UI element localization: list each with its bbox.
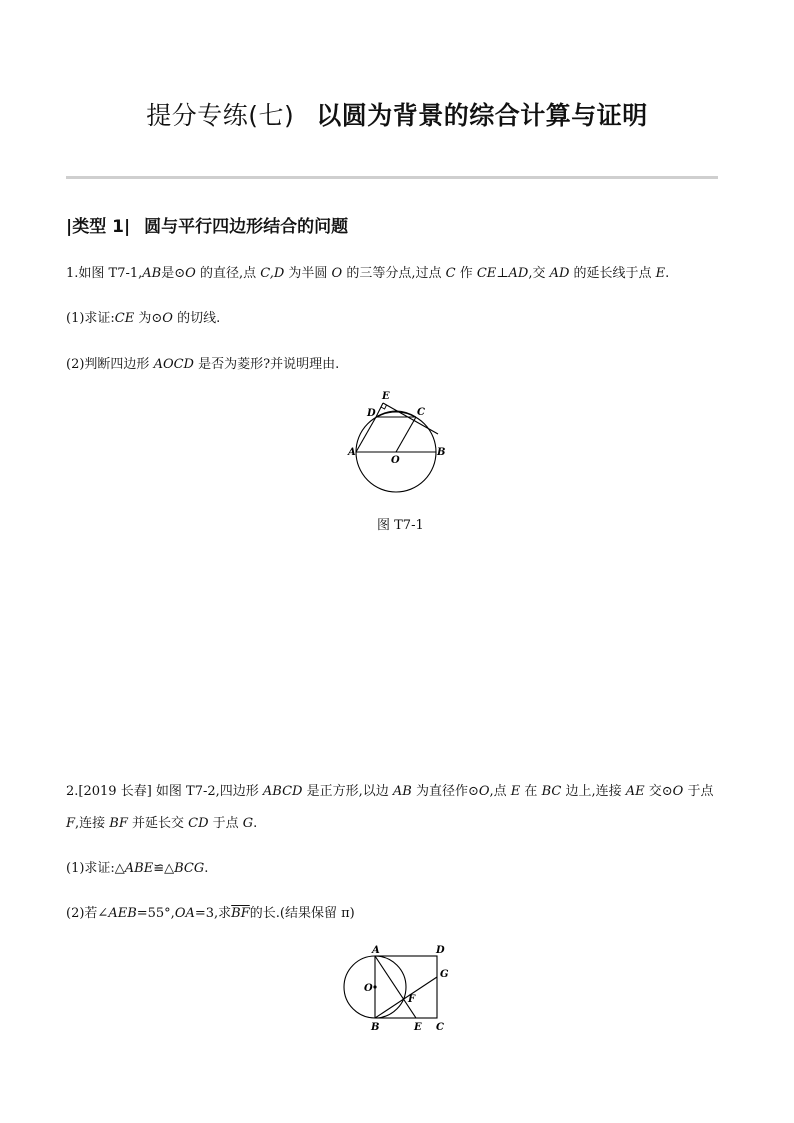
label-a: A — [372, 945, 380, 956]
label-f: F — [408, 994, 416, 1005]
figure-caption-t7-1: 图 T7-1 — [377, 518, 424, 533]
title-main: 以圆为背景的综合计算与证明 — [316, 101, 648, 130]
segment-ae — [375, 956, 416, 1018]
title-divider — [66, 176, 718, 179]
label-o: O — [391, 455, 400, 466]
label-d: D — [436, 945, 445, 956]
arc-bf-notation: $\overline{BF}$ — [231, 906, 250, 921]
problem1-stem: 1.如图 T7-1,AB是⊙O 的直径,点 C,D 为半圆 O 的三等分点,过点 C 作 CE⊥AD,交 AD 的延长线于点 E. — [66, 266, 670, 281]
problem2-question2: (2)若∠AEB=55°,OA=3,求$\overline{BF}$的长.(结果保留 π) — [66, 906, 355, 921]
problem2-stem-line2: F,连接 BF 并延长交 CD 于点 G. — [66, 816, 258, 831]
label-e: E — [414, 1022, 422, 1033]
segment-oc — [396, 417, 416, 452]
page-title — [0, 96, 794, 132]
label-o: O — [364, 983, 373, 994]
problem1-question1: (1)求证:CE 为⊙O 的切线. — [66, 311, 221, 326]
label-d: D — [367, 408, 376, 419]
section-label: |类型 1| — [66, 217, 131, 237]
problem1-question2: (2)判断四边形 AOCD 是否为菱形?并说明理由. — [66, 357, 340, 372]
figure-t7-2 — [335, 942, 465, 1037]
center-dot-o — [373, 985, 376, 988]
label-b: B — [371, 1022, 380, 1033]
section-text: 圆与平行四边形结合的问题 — [144, 217, 349, 237]
figure-t7-1 — [340, 385, 460, 495]
label-a: A — [348, 447, 356, 458]
label-g: G — [440, 969, 449, 980]
section-heading — [66, 212, 348, 237]
label-e: E — [382, 391, 390, 402]
label-c: C — [417, 407, 425, 418]
tangent-ce — [383, 403, 438, 434]
title-prefix: 提分专练(七) — [146, 101, 295, 130]
label-b: B — [437, 447, 446, 458]
problem2-stem-line1: 2.[2019 长春] 如图 T7-2,四边形 ABCD 是正方形,以边 AB 为直径作⊙O,点 E 在 BC 边上,连接 AE 交⊙O 于点 — [66, 784, 714, 799]
label-c: C — [436, 1022, 444, 1033]
problem2-question1: (1)求证:△ABE≌△BCG. — [66, 861, 209, 876]
segment-ad — [356, 417, 376, 452]
